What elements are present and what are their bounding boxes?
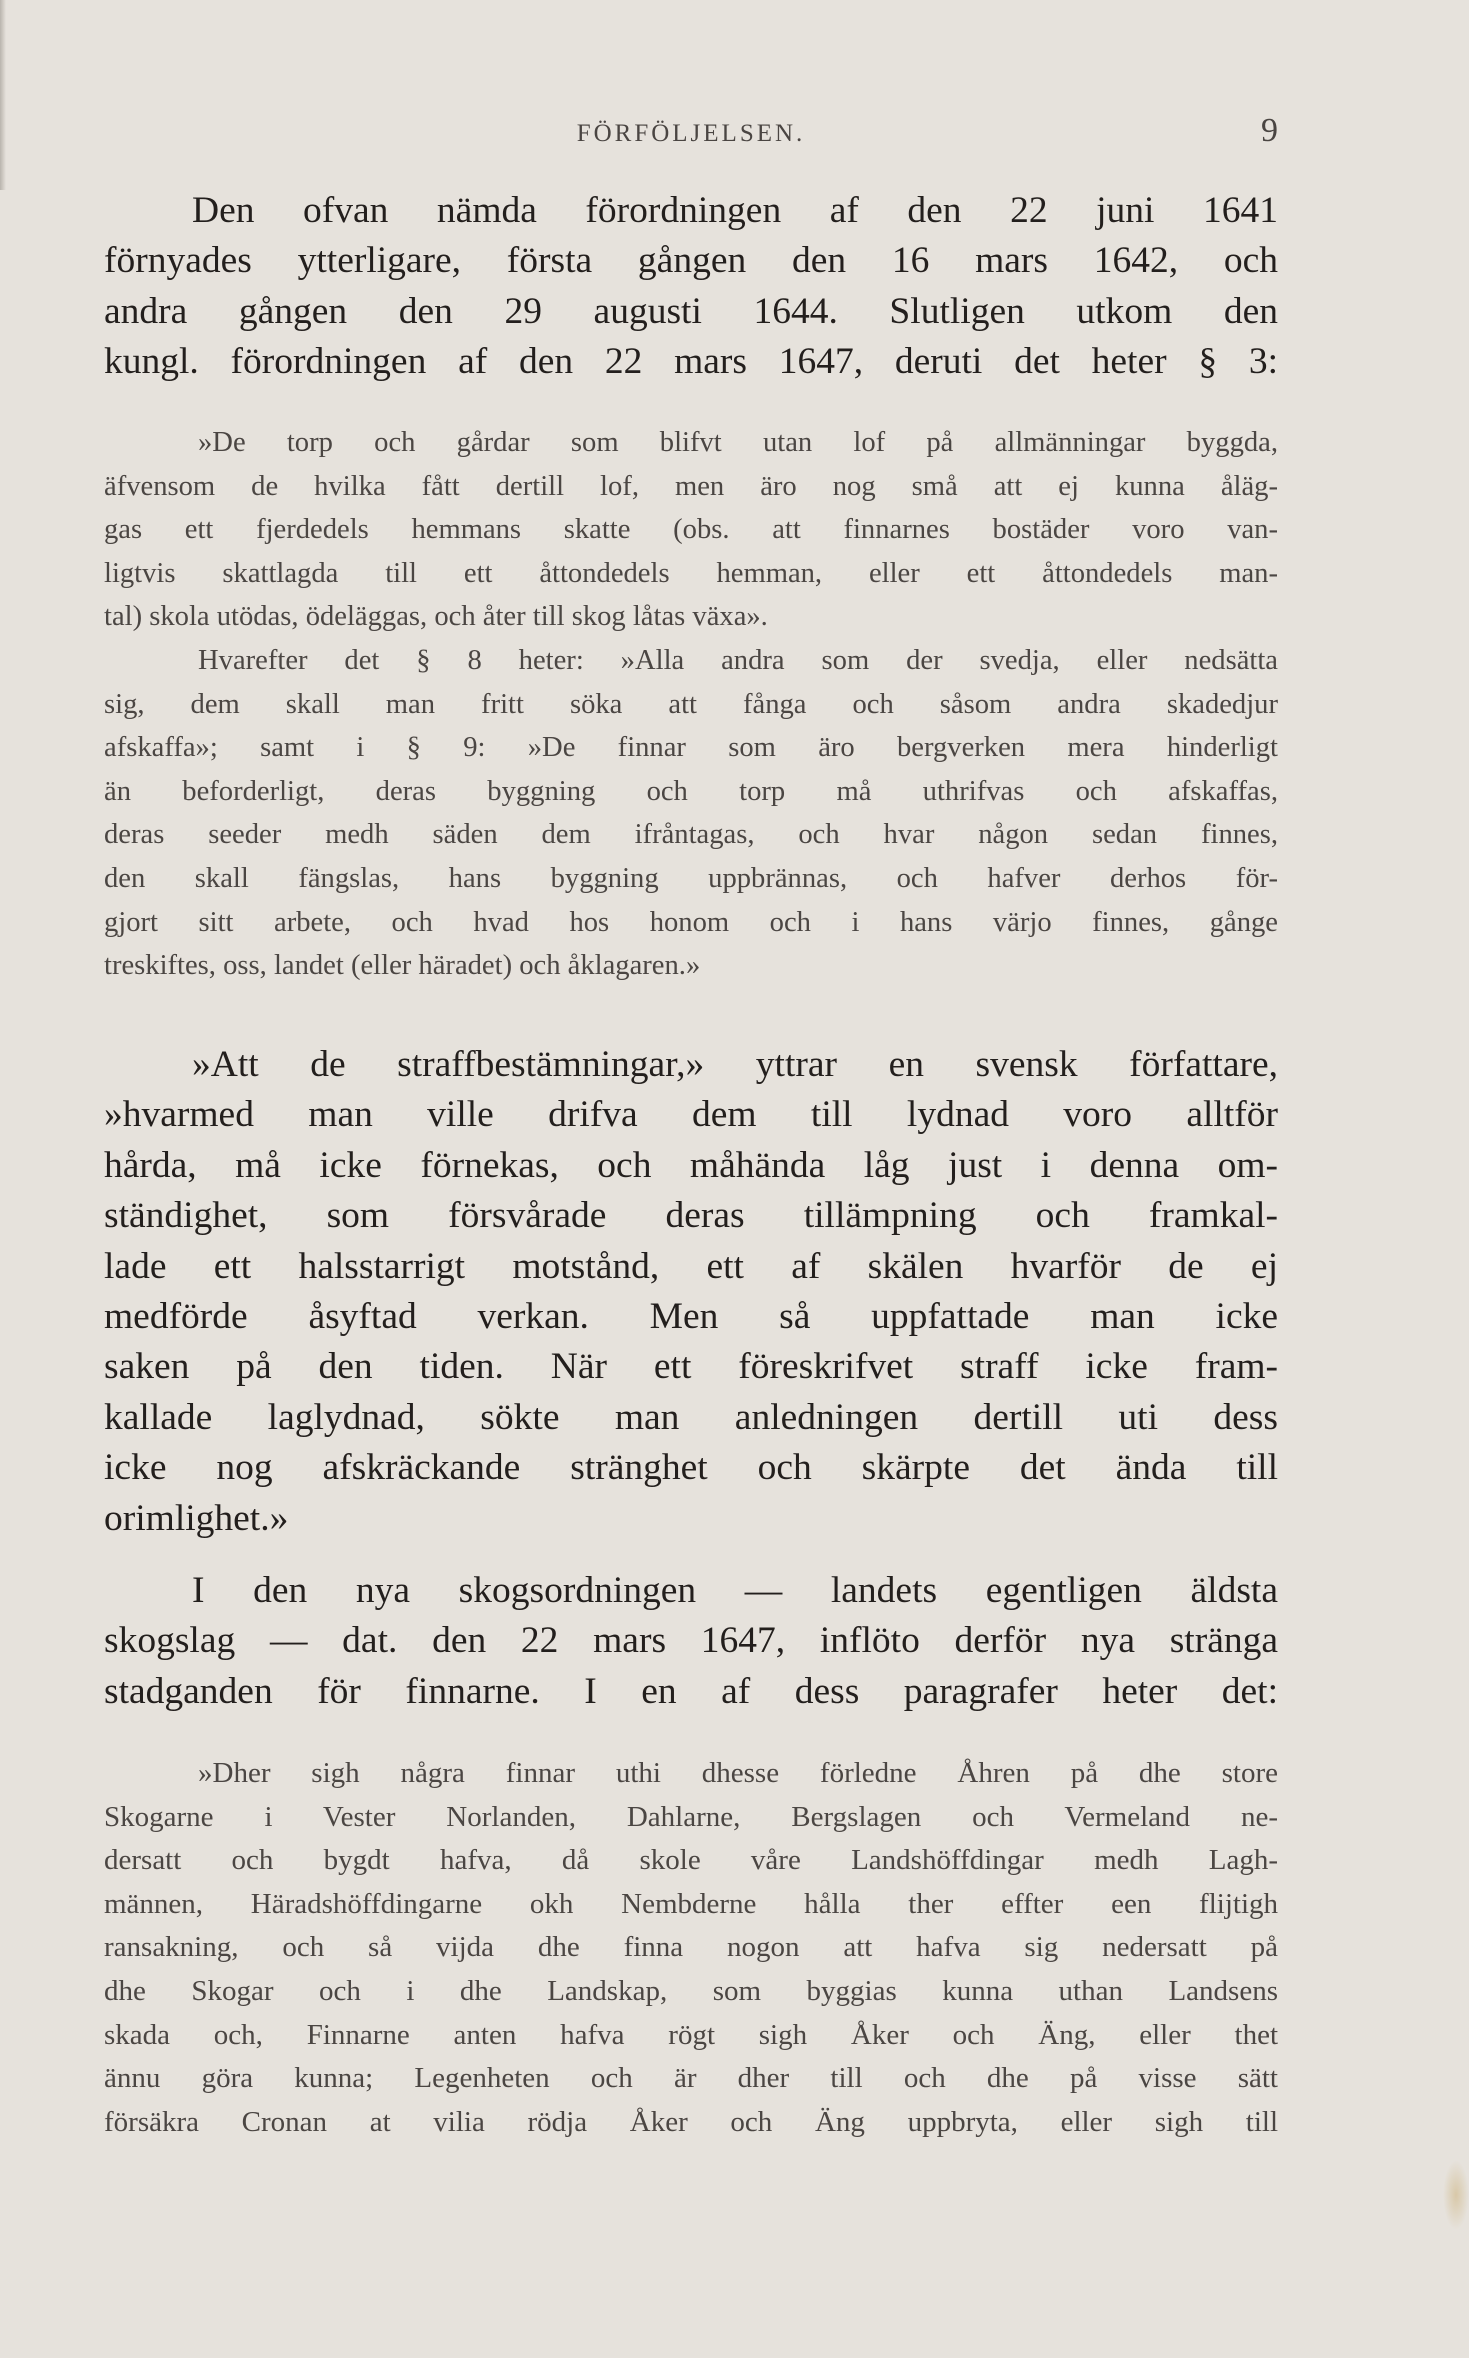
text-line: ransakning, och så vijda dhe finna nogon att hafva sig nedersatt på	[104, 1931, 1278, 1964]
text-line: »Att de straffbestämningar,» yttrar en svensk författare,	[192, 1044, 1278, 1085]
text-line: saken på den tiden. När ett föreskrifvet straff icke fram-	[104, 1346, 1278, 1388]
page-header	[104, 112, 1278, 158]
page-edge-shadow	[0, 0, 6, 190]
text-line: skogslag — dat. den 22 mars 1647, inflöto derför nya stränga	[104, 1620, 1278, 1662]
text-line: dhe Skogar och i dhe Landskap, som byggias kunna uthan Landsens	[104, 1974, 1278, 2007]
text-line: skada och, Finnarne anten hafva rögt sigh Åker och Äng, eller thet	[104, 2018, 1278, 2051]
text-line: hårda, må icke förnekas, och måhända låg just i denna om-	[104, 1144, 1278, 1186]
text-line: den skall fängslas, hans byggning uppbrännas, och hafver derhos för-	[104, 862, 1278, 894]
text-line: »De torp och gårdar som blifvt utan lof på allmänningar byggda,	[198, 427, 1278, 458]
text-line: männen, Häradshöffdingarne okh Nembderne hålla ther effter een flijtigh	[104, 1887, 1278, 1920]
text-line: dersatt och bygdt hafva, då skole våre Landshöffdingar medh Lagh-	[104, 1844, 1278, 1877]
page-number: 9	[1261, 112, 1278, 149]
text-line: sig, dem skall man fritt söka att fånga och såsom andra skadedjur	[104, 688, 1278, 720]
paper-stain	[1443, 2160, 1469, 2230]
text-line: treskiftes, oss, landet (eller häradet) och åklagaren.»	[104, 950, 701, 982]
text-line: »Dher sigh några finnar uthi dhesse förledne Åhren på dhe store	[198, 1757, 1278, 1789]
text-line: ännu göra kunna; Legenheten och är dher till och dhe på visse sätt	[104, 2062, 1278, 2095]
running-title: FÖRFÖLJELSEN.	[576, 120, 806, 147]
text-line: äfvensom de hvilka fått dertill lof, men äro nog små att ej kunna åläg-	[104, 470, 1278, 502]
quotation-block-1	[104, 421, 1278, 988]
text-line: än beforderligt, deras byggning och torp må uthrifvas och afskaffas,	[104, 775, 1278, 807]
text-line: stadganden för finnarne. I en af dess paragrafer heter det:	[104, 1670, 1278, 1712]
text-line: deras seeder medh säden dem ifråntagas, och hvar någon sedan finnes,	[104, 819, 1278, 851]
text-line: afskaffa»; samt i § 9: »De finnar som äro bergverken mera hinderligt	[104, 732, 1278, 764]
text-line: förnyades ytterligare, första gången den 16 mars 1642, och	[104, 240, 1278, 282]
text-line: medförde åsyftad verkan. Men så uppfattade man icke	[104, 1296, 1278, 1338]
text-line: ligtvis skattlagda till ett åttondedels hemman, eller ett åttondedels man-	[104, 557, 1278, 589]
text-line: I den nya skogsordningen — landets egentligen äldsta	[192, 1570, 1278, 1611]
quotation-block-2	[104, 1752, 1278, 2144]
text-line: gas ett fjerdedels hemmans skatte (obs. att finnarnes bostäder voro van-	[104, 514, 1278, 546]
text-line: Skogarne i Vester Norlanden, Dahlarne, Bergslagen och Vermeland ne-	[104, 1800, 1278, 1833]
paragraph-body-3	[104, 1566, 1278, 1717]
text-line: kungl. förordningen af den 22 mars 1647, deruti det heter § 3:	[104, 341, 1278, 383]
text-line: andra gången den 29 augusti 1644. Slutligen utkom den	[104, 290, 1278, 332]
text-line: tal) skola utödas, ödeläggas, och åter till skog låtas växa».	[104, 601, 768, 633]
text-line: Den ofvan nämda förordningen af den 22 juni 1641	[192, 190, 1278, 231]
paragraph-body-2	[104, 1040, 1278, 1544]
text-line: »hvarmed man ville drifva dem till lydnad voro alltför	[104, 1094, 1278, 1136]
text-line: Hvarefter det § 8 heter: »Alla andra som der svedja, eller nedsätta	[198, 644, 1278, 676]
paragraph-body-1	[104, 186, 1278, 388]
text-line: ständighet, som försvårade deras tillämpning och framkal-	[104, 1195, 1278, 1237]
text-line: orimlighet.»	[104, 1497, 289, 1539]
text-line: lade ett halsstarrigt motstånd, ett af skälen hvarför de ej	[104, 1245, 1278, 1287]
text-line: icke nog afskräckande stränghet och skärpte det ända till	[104, 1447, 1278, 1489]
text-line: försäkra Cronan at vilia rödja Åker och Äng uppbryta, eller sigh till	[104, 2105, 1278, 2138]
text-line: gjort sitt arbete, och hvad hos honom och i hans värjo finnes, gånge	[104, 906, 1278, 938]
text-line: kallade laglydnad, sökte man anledningen dertill uti dess	[104, 1396, 1278, 1438]
